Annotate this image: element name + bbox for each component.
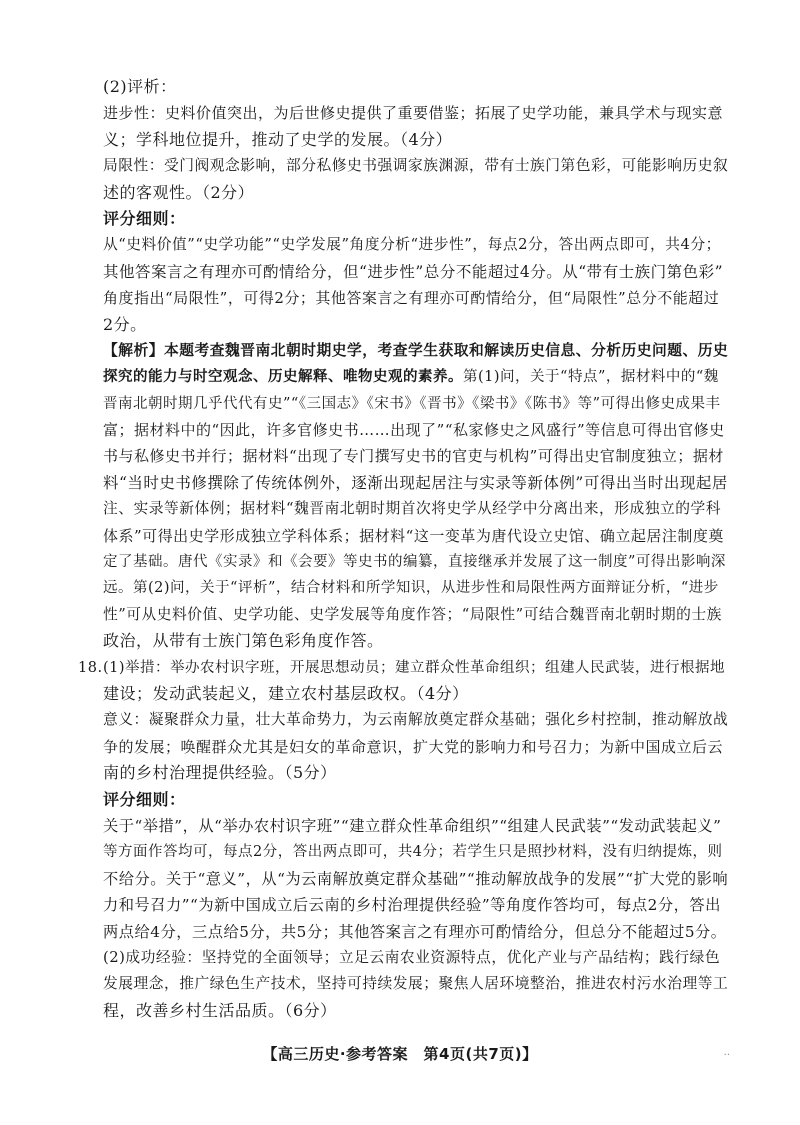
- q18-measures-line-1: [78, 655, 728, 681]
- q17-progress-line-1: 进步性：史料价值突出，为后世修史提供了重要借鉴；拓展了史学功能，兼具学术与现实意: [103, 104, 724, 123]
- analysis-line: 远。第(2)问，关于“评析”，结合材料和所学知识，从进步性和局限性两方面辩证分析，“进步: [103, 580, 719, 597]
- analysis-line: 料“当时史书修撰除了传统体例外，逐渐出现起居注与实录等新体例”可得出当时出现起居: [103, 473, 728, 492]
- q18-part2-line: 发展理念，推广绿色生产技术，坚持可持续发展；聚焦人居环境整治，推进农村污水治理等工: [103, 975, 729, 993]
- q17-limitation-line-1: 局限性：受门阀观念影响，部分私修史书强调家族渊源，带有士族门第色彩，可能影响历史叙: [103, 157, 729, 175]
- q18-measures-text-1: (1)举措：举办农村识字班，开展思想动员；建立群众性革命组织；组建人民武装，进行根据地: [103, 659, 726, 676]
- analysis-lead-line-2: [103, 364, 728, 390]
- scoring-rules-title-2: 评分细则：: [103, 789, 186, 809]
- corner-mark: ··: [723, 1050, 730, 1061]
- q17-part2-heading: (2)评析：: [103, 77, 177, 96]
- analysis-lead-rest: 第(1)问，关于“特点”，据材料中的“魏: [463, 369, 719, 386]
- scoring-rules-1-line-1: 从“史料价值”“史学功能”“史学发展”角度分析“进步性”，每点2分，答出两点即可，共4分；: [103, 236, 721, 254]
- analysis-lead-line-1: 【解析】本题考查魏晋南北朝时期史学，考查学生获取和解读历史信息、分析历史问题、历史: [103, 341, 729, 359]
- analysis-line: 晋南北朝时期几乎代代有史”“《三国志》《宋书》《晋书》《梁书》《陈书》等”可得出修史成果丰: [103, 395, 721, 412]
- scoring-rules-2-line: 力和号召力”“为新中国成立后云南的乡村治理提供经验”等角度作答均可，每点2分，答出: [103, 896, 721, 915]
- analysis-line: 政治，从带有士族门第色彩角度作答。: [103, 631, 384, 651]
- analysis-lead-bold: 探究的能力与时空观念、历史解释、唯物史观的素养。: [103, 368, 463, 386]
- q18-significance-line-2: 争的发展；唤醒群众尤其是妇女的革命意识，扩大党的影响力和号召力；为新中国成立后云: [103, 737, 724, 756]
- scoring-rules-2-line: 关于“举措”，从“举办农村识字班”“建立群众性革命组织”“组建人民武装”“发动武装起义”: [103, 816, 722, 835]
- q18-part2-line: 程，改善乡村生活品质。（6分）: [103, 1000, 337, 1020]
- q17-limitation-line-2: 述的客观性。（2分）: [103, 182, 255, 202]
- q18-significance-line-1: 意义：凝聚群众力量，壮大革命势力，为云南解放奠定群众基础；强化乡村控制，推动解放战: [103, 711, 729, 729]
- scoring-rules-1-line-3: 角度指出“局限性”，可得2分；其他答案言之有理亦可酌情给分，但“局限性”总分不能超过: [103, 289, 720, 308]
- analysis-line: 体系”可得出史学形成独立学科体系；据材料“这一变革为唐代设立史馆、确立起居注制度奠: [103, 526, 724, 545]
- analysis-line: 定了基础。唐代《实录》和《会要》等史书的编纂，直接继承并发展了这一制度”可得出影响深: [103, 554, 726, 571]
- question-number: 18.: [78, 659, 103, 676]
- scoring-rules-2-line: 两点给4分，三点给5分，共5分；其他答案言之有理亦可酌情给分，但总分不能超过5分。: [103, 922, 727, 941]
- scoring-rules-title-1: 评分细则：: [103, 208, 186, 228]
- analysis-line: 注、实录等新体例；据材料“魏晋南北朝时期首次将史学从经学中分离出来，形成独立的学科: [103, 500, 722, 518]
- scoring-rules-1-line-4: 2分。: [103, 314, 147, 334]
- scoring-rules-2-line: 等方面作答均可，每点2分，答出两点即可，共4分；若学生只是照抄材料，没有归纳提炼，则: [103, 844, 723, 861]
- q18-significance-line-3: 南的乡村治理提供经验。（5分）: [103, 763, 337, 783]
- q18-part2-line: (2)成功经验：坚持党的全面领导；立足云南农业资源特点，优化产业与产品结构；践行绿色: [103, 948, 721, 966]
- q17-progress-line-2: 义；学科地位提升，推动了史学的发展。（4分）: [103, 129, 453, 149]
- page-footer: 【高三历史·参考答案 第4页(共7页)】: [262, 1045, 538, 1063]
- analysis-line: 性”可从史料价值、史学功能、史学发展等角度作答；“局限性”可结合魏晋南北朝时期的士族: [103, 605, 722, 623]
- scoring-rules-2-line: 不给分。关于“意义”，从“为云南解放奠定群众基础”“推动解放战争的发展”“扩大党的影响: [103, 869, 729, 888]
- q18-measures-line-2: 建设；发动武装起义，建立农村基层政权。（4分）: [103, 683, 469, 703]
- analysis-line: 书与私修史书并行；据材料“出现了专门撰写史书的官吏与机构”可得出史官制度独立；据材: [103, 447, 724, 466]
- scoring-rules-1-line-2: 其他答案言之有理亦可酌情给分，但“进步性”总分不能超过4分。从“带有士族门第色彩”: [103, 262, 724, 281]
- analysis-line: 富；据材料中的“因此，许多官修史书……出现了”“私家修史之风盛行”等信息可得出官修史: [103, 421, 725, 440]
- page-content: [78, 74, 729, 1024]
